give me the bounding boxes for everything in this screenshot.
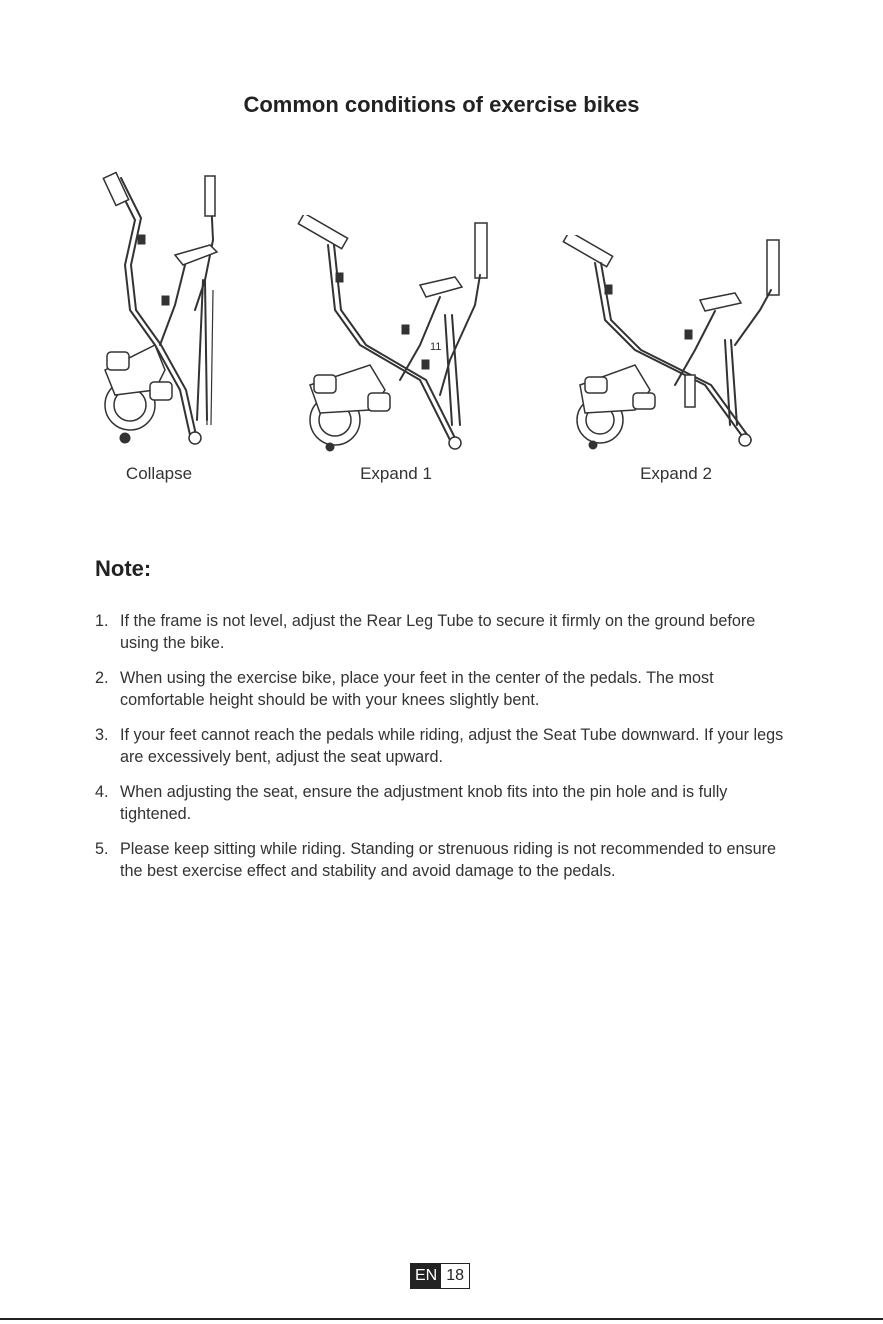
callout-11: 11 [430,341,442,353]
item-text: When using the exercise bike, place your feet in the center of the pedals. The most comfortable height should be with your knees slightly bent. [120,669,714,709]
item-number: 4. [95,783,109,801]
collapsed-bike-illustration [95,170,245,455]
item-text: If your feet cannot reach the pedals while riding, adjust the Seat Tube downward. If your legs are excessively bent, adjust the seat upward. [120,726,784,766]
list-item [95,781,795,825]
language-label: EN [411,1264,441,1288]
note-heading: Note: [95,556,152,581]
page-number: 18 [441,1264,469,1288]
item-number: 3. [95,726,109,744]
item-number: 1. [95,612,109,630]
caption-collapse: Collapse [125,464,193,483]
caption-expand-1: Expand 1 [360,464,432,483]
list-item [95,724,795,768]
item-number: 2. [95,669,109,687]
note-list [95,610,795,895]
bottom-divider [0,1318,883,1320]
expand-1-bike-illustration [290,215,500,455]
list-item [95,667,795,711]
item-number: 5. [95,840,109,858]
page-title: Common conditions of exercise bikes [243,92,640,117]
item-text: If the frame is not level, adjust the Rear Leg Tube to secure it firmly on the ground before using the bike. [120,612,756,652]
item-text: When adjusting the seat, ensure the adjustment knob fits into the pin hole and is fully tightened. [120,783,728,823]
page-number-badge [410,1263,470,1289]
item-text: Please keep sitting while riding. Standing or strenuous riding is not recommended to ensure the best exercise effect and stability and avoid damage to the pedals. [120,840,776,880]
list-item [95,838,795,882]
caption-expand-2: Expand 2 [640,464,712,483]
expand-2-bike-illustration [555,235,790,455]
list-item [95,610,795,654]
